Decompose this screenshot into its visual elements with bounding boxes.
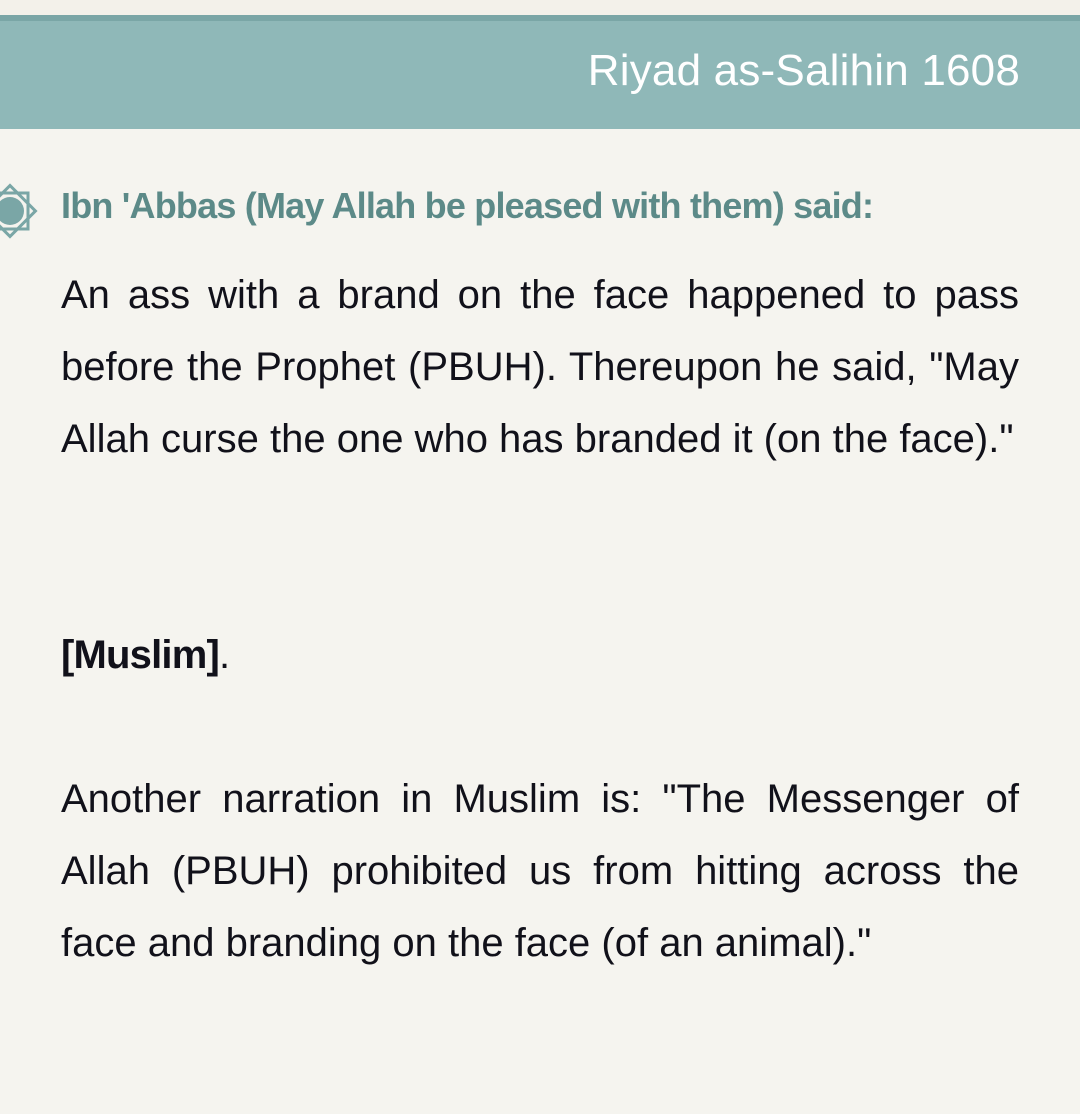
source-name: [Muslim] <box>61 633 220 677</box>
hadith-source <box>61 619 229 691</box>
additional-narration: Another narration in Muslim is: "The Messenger of Allah (PBUH) prohibited us from hitting across the face and branding on the face (of an animal)." <box>61 777 1019 965</box>
eight-point-star-icon <box>0 179 42 243</box>
page-title: Riyad as-Salihin 1608 <box>587 46 1020 95</box>
hadith-text: An ass with a brand on the face happened to pass before the Prophet (PBUH). Thereupon he said, "May Allah curse the one who has branded it (on the face)." <box>61 273 1019 461</box>
source-suffix: . <box>219 633 230 677</box>
narrator-text: Ibn 'Abbas (May Allah be pleased with them) said: <box>61 185 874 226</box>
header-bar <box>0 15 1080 129</box>
hadith-content <box>0 129 1080 1114</box>
narrator-row <box>0 179 1080 239</box>
status-bar-area <box>0 0 1080 15</box>
